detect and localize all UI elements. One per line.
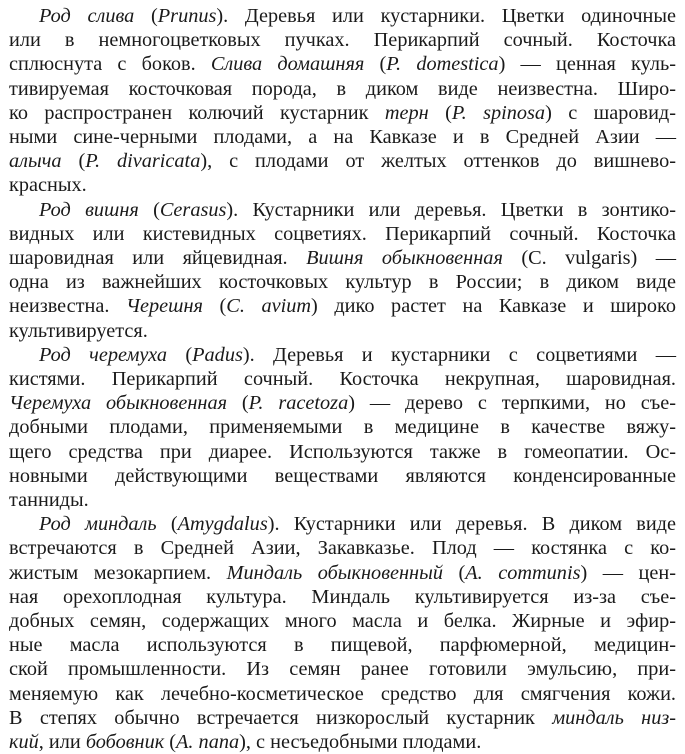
text-run: жистым мезокарпием.	[9, 561, 227, 584]
text-run: ), с плодами от желтых оттенков до вишнево-	[200, 150, 677, 173]
text-run: ными сине-черными плодами, а на Кавказе и в Средней Азии —	[9, 126, 676, 149]
italic-term: Род слива	[39, 5, 135, 27]
text-line	[9, 585, 676, 609]
text-run: (	[167, 343, 193, 366]
paragraph-padus	[9, 343, 676, 512]
text-run: ) — ценная куль-	[498, 53, 676, 76]
text-run: (	[428, 101, 452, 124]
italic-term: Род вишня	[39, 198, 139, 221]
text-line	[9, 633, 676, 657]
text-run: сплюснута с боков.	[9, 53, 211, 76]
text-line	[9, 488, 676, 512]
text-run: ской промышленности. Из семян ранее готовили эмульсию, при-	[9, 658, 676, 681]
italic-term: Padus	[192, 343, 243, 366]
italic-term: P. divaricata	[85, 150, 201, 173]
text-run: (	[202, 295, 227, 318]
italic-term: Вишня обыкновенная	[306, 247, 503, 270]
italic-term: Prunus	[157, 5, 217, 27]
text-run: (	[227, 392, 249, 415]
text-run: добных семян, содержащих много масла и белка. Жирные и эфир-	[9, 610, 676, 633]
text-run: встречаются в Средней Азии, Закавказье. Плод — костянка с ко-	[9, 537, 676, 560]
text-line	[9, 77, 676, 101]
text-line	[9, 28, 676, 52]
text-run: ), с несъедобными плодами.	[239, 731, 482, 754]
text-line	[9, 222, 676, 246]
text-run: В степях обычно встречается низкорослый кустарник	[9, 706, 553, 729]
italic-term: P. spinosa	[451, 101, 546, 124]
text-run: ко распространен колючий кустарник	[9, 101, 385, 124]
text-run: (	[138, 198, 160, 221]
text-line	[9, 367, 676, 391]
text-line	[9, 464, 676, 488]
text-run: ные масла используются в пищевой, парфюмерной, медицин-	[9, 634, 676, 657]
text-line	[9, 730, 676, 754]
italic-term: Cerasus	[159, 198, 227, 221]
text-line	[9, 512, 676, 536]
italic-term: кий	[9, 731, 39, 754]
text-run: добными плодами, применяемыми в медицине в качестве вяжу-	[9, 416, 676, 439]
text-line	[9, 561, 676, 585]
italic-term: Черемуха обыкновенная	[9, 392, 228, 415]
italic-term: P. domestica	[386, 53, 499, 76]
text-line	[9, 657, 676, 681]
paragraph-cerasus	[9, 198, 676, 343]
text-line	[9, 391, 676, 415]
text-run: меняемую как лечебно-косметическое средство для смягчения кожи.	[9, 682, 676, 705]
text-run: тивируемая косточковая порода, в диком виде неизвестна. Широ-	[9, 77, 676, 100]
text-line	[9, 246, 676, 270]
text-line	[9, 270, 676, 294]
italic-term: A. communis	[465, 561, 581, 584]
italic-term: алыча	[9, 150, 62, 173]
text-run: (С. vulgaris) —	[502, 247, 676, 270]
text-line	[9, 149, 676, 173]
text-run: танниды.	[9, 489, 89, 512]
text-run: щего средства при диарее. Используются также в гомеопатии. Ос-	[9, 440, 676, 463]
text-run: ) с шаровид-	[545, 101, 676, 124]
text-line	[9, 319, 676, 343]
italic-term: Черешня	[126, 295, 203, 318]
text-line	[9, 173, 676, 197]
text-run: (	[61, 150, 86, 173]
text-run: новными действующими веществами являются конденсированные	[9, 464, 676, 487]
text-line	[9, 294, 676, 318]
text-line	[9, 682, 676, 706]
text-run: (	[164, 731, 177, 754]
italic-term: миндаль низ-	[552, 706, 676, 729]
text-line	[9, 536, 676, 560]
text-run: ). Деревья или кустарники. Цветки одиночные	[216, 5, 677, 27]
italic-term: Род черемуха	[39, 343, 168, 366]
text-line	[9, 415, 676, 439]
italic-term: Слива домашняя	[210, 53, 365, 76]
text-line	[9, 706, 676, 730]
italic-term: Род миндаль	[39, 513, 157, 536]
text-run: (	[443, 561, 466, 584]
text-run: ная орехоплодная культура. Миндаль культивируется из-за съе-	[9, 585, 676, 608]
text-line	[9, 52, 676, 76]
text-run: (	[156, 513, 178, 536]
text-run: ). Деревья и кустарники с соцветиями —	[242, 343, 676, 366]
text-run: ) — дерево с терпкими, но съе-	[348, 392, 677, 415]
italic-term: С. avium	[226, 295, 312, 318]
paragraph-prunus	[9, 4, 676, 198]
text-line	[9, 343, 676, 367]
text-run: кистями. Перикарпий сочный. Косточка некрупная, шаровидная.	[9, 368, 676, 391]
paragraph-amygdalus	[9, 512, 676, 754]
text-line	[9, 4, 676, 28]
text-run: , или	[38, 731, 86, 754]
text-line	[9, 125, 676, 149]
italic-term: Amygdalus	[177, 513, 268, 536]
text-line	[9, 609, 676, 633]
italic-term: P. racetoza	[248, 392, 349, 415]
text-line	[9, 440, 676, 464]
text-run: (	[364, 53, 387, 76]
text-run: шаровидная или яйцевидная.	[9, 247, 307, 270]
text-run: ). Кустарники или деревья. В диком виде	[267, 513, 677, 536]
text-run: ) дико растет на Кавказе и широко	[311, 295, 677, 318]
text-run: культивируется.	[9, 319, 148, 342]
text-run: неизвестна.	[9, 295, 127, 318]
text-line	[9, 101, 676, 125]
text-run: ). Кустарники или деревья. Цветки в зонтико-	[226, 198, 676, 221]
text-run: одна из важнейших косточковых культур в России; в диком виде	[9, 271, 676, 294]
italic-term: бобовник	[85, 731, 165, 754]
text-run: или в немногоцветковых пучках. Перикарпий сочный. Косточка	[9, 29, 676, 52]
text-run: красных.	[9, 174, 87, 197]
text-run: (	[134, 5, 158, 27]
italic-term: Миндаль обыкновенный	[226, 561, 443, 584]
text-run: ) — цен-	[580, 561, 676, 584]
text-line	[9, 198, 676, 222]
italic-term: A. nana	[176, 731, 240, 754]
text-run: видных или кистевидных соцветиях. Перикарпий сочный. Косточка	[9, 222, 676, 245]
italic-term: терн	[384, 101, 429, 124]
